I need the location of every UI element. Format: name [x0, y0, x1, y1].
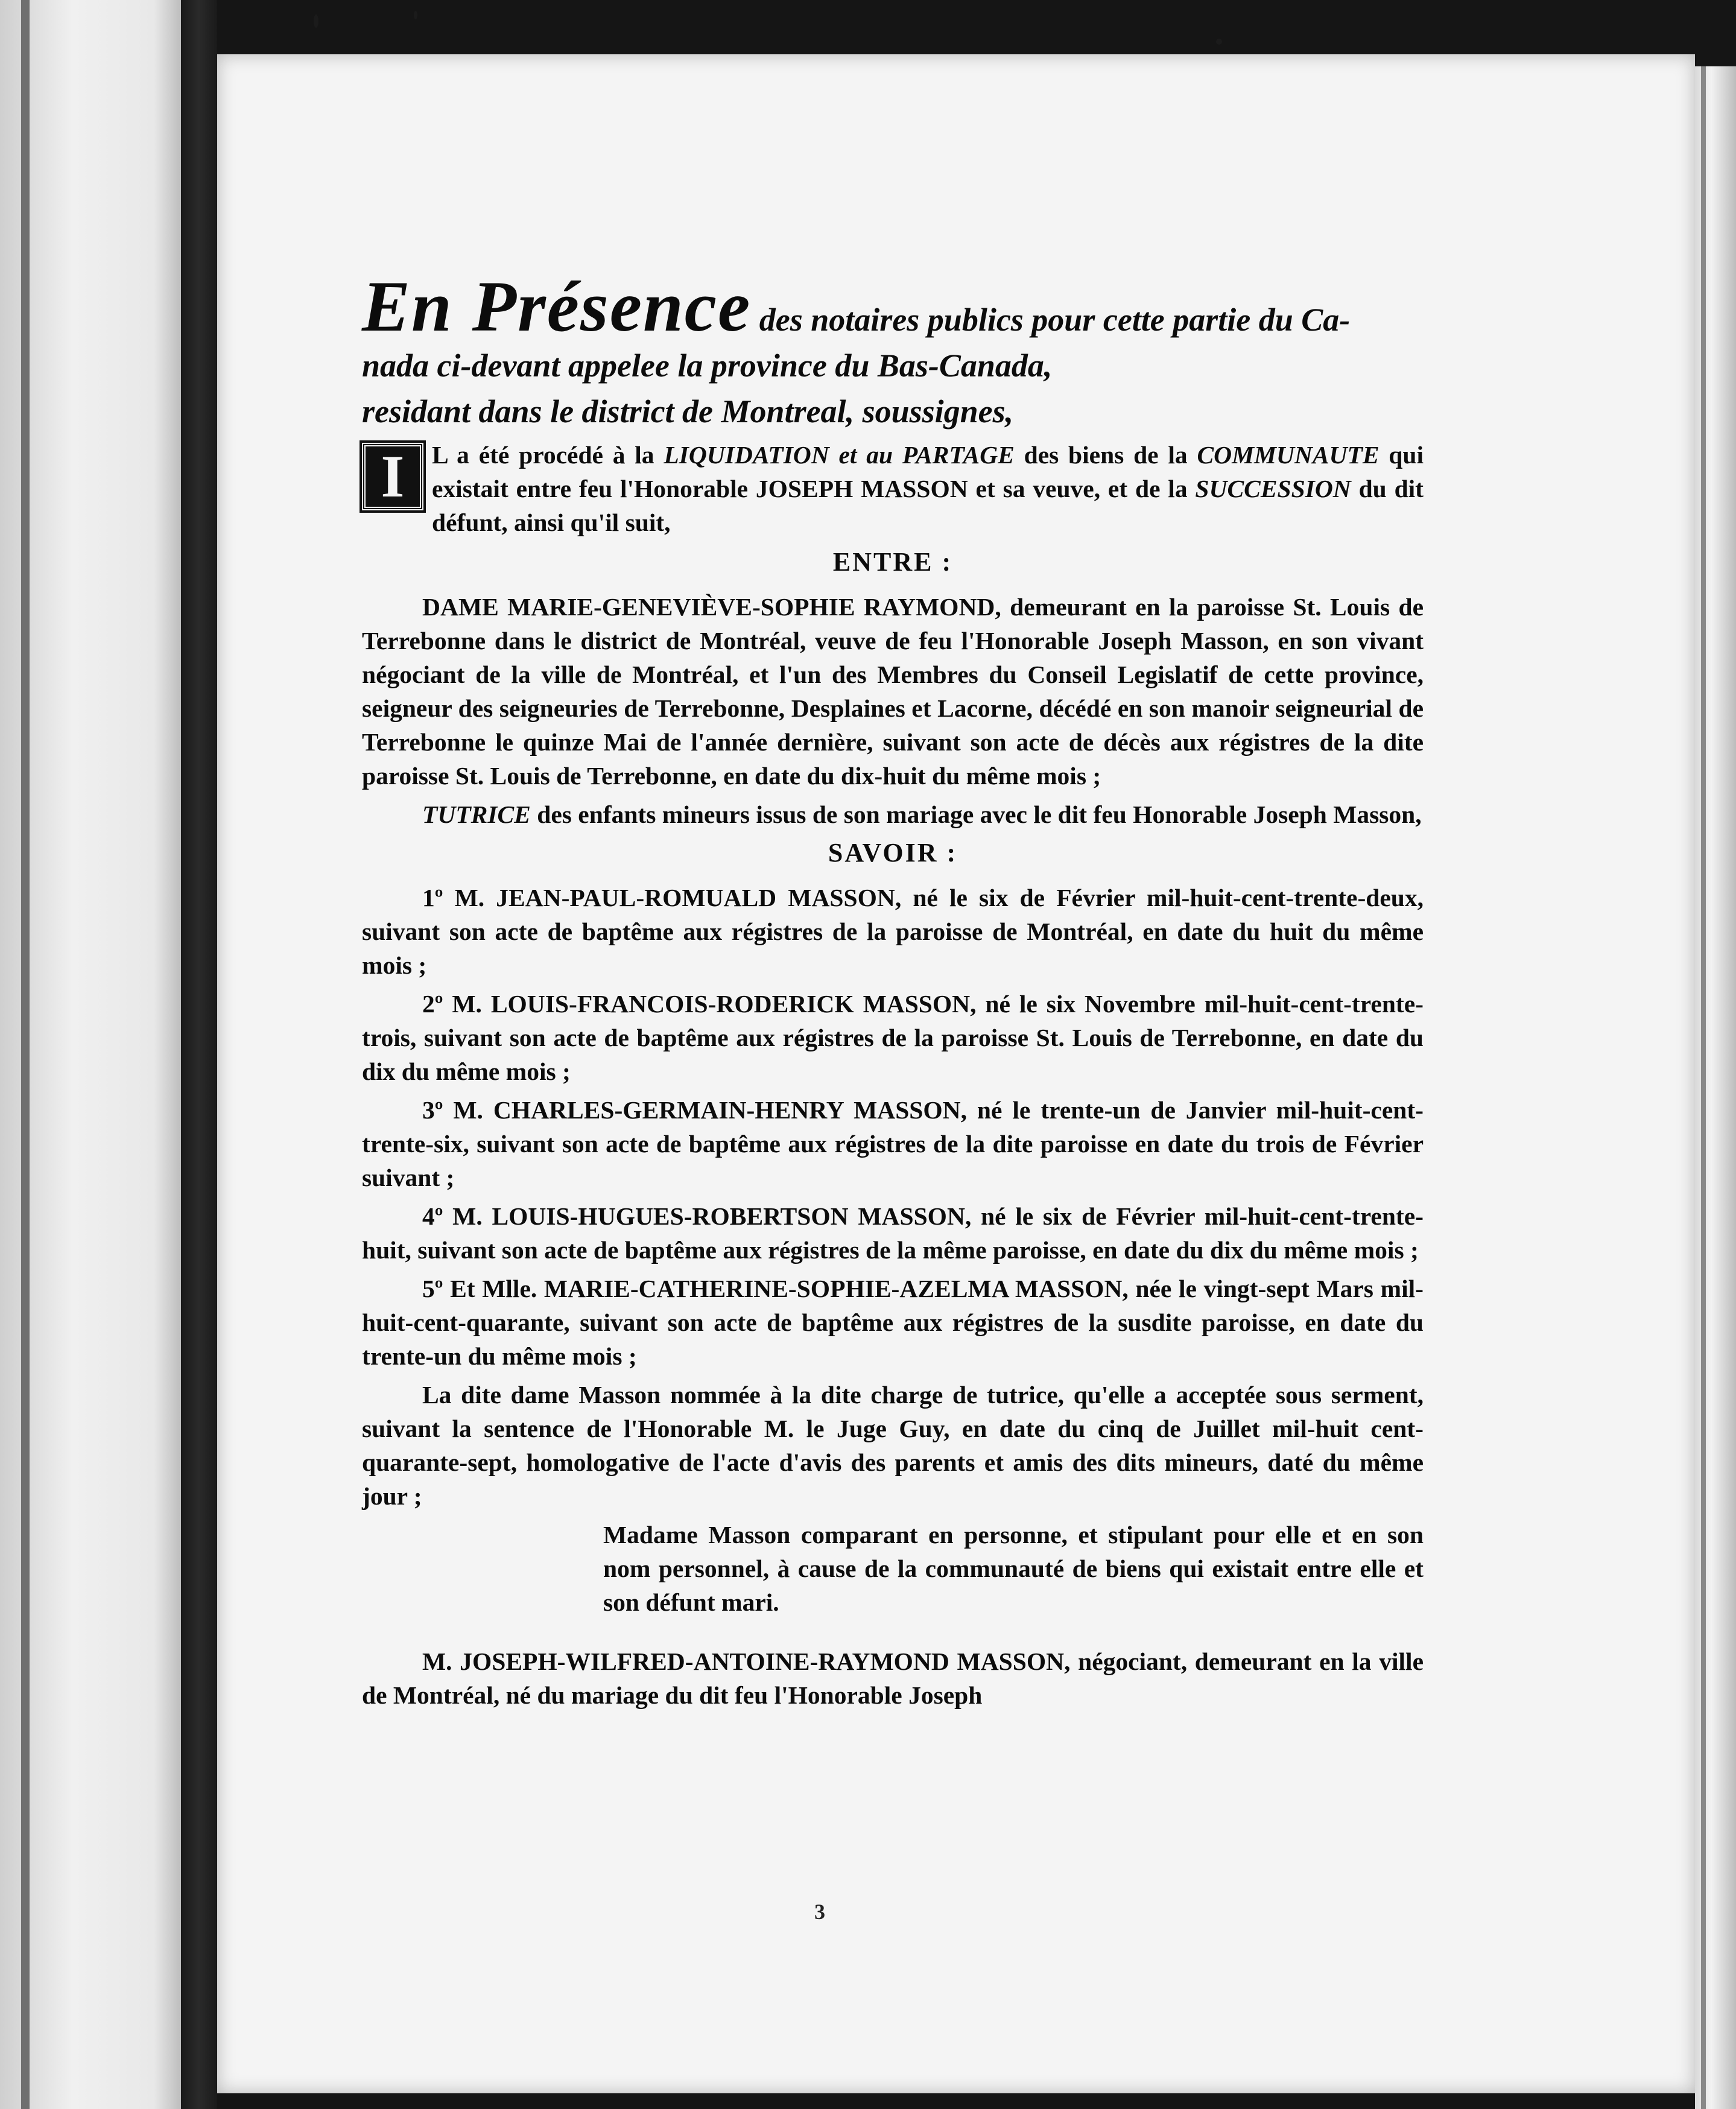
facing-page-rule — [21, 0, 30, 2109]
signature-mark: 3 — [814, 1900, 825, 1924]
intro-text-4: du dit défunt, ainsi qu'il suit, — [432, 475, 1424, 536]
heading-line-1: des notaires publics pour cette partie du Ca- — [759, 302, 1351, 338]
heading-line-3: residant dans le district de Montreal, soussignes, — [362, 393, 1014, 430]
heading-lead-words: En Présence — [362, 266, 752, 346]
child-1: 1º M. JEAN-PAUL-ROMUALD MASSON, né le six de Février mil-huit-cent-trente-deux, suivant son acte de baptême aux régistres de la paroisse de Montréal, en date du huit du même mois ; — [362, 884, 1424, 979]
child-5: 5º Et Mlle. MARIE-CATHERINE-SOPHIE-AZELMA MASSON, née le vingt-sept Mars mil-huit-cent-quarante, suivant son acte de baptême aux régistres de la susdite paroisse, en date du trente-un du même mois ; — [362, 1275, 1424, 1370]
tutrice-charge-paragraph: La dite dame Masson nommée à la dite charge de tutrice, qu'elle a acceptée sous serment, suivant la sentence de l'Honorable M. le Juge Guy, en date du cinq de Juillet mil-huit cent-quarante-sept, homologative de l'acte d'avis des parents et amis des dits mineurs, daté du même jour ; — [362, 1381, 1424, 1510]
intro-text-2: des biens de la — [1014, 441, 1197, 469]
intro-text-3: qui existait entre feu l'Honorable JOSEPH MASSON et sa veuve, et de la — [432, 441, 1424, 503]
tutrice-rest: des enfants mineurs issus de son mariage avec le dit feu Honorable Joseph Masson, — [530, 801, 1422, 828]
intro-liquidation: LIQUIDATION et au PARTAGE — [664, 441, 1015, 469]
child-3: 3º M. CHARLES-GERMAIN-HENRY MASSON, né le trente-un de Janvier mil-huit-cent-trente-six, suivant son acte de baptême aux régistres de la dite paroisse en date du trois de Février suivant ; — [362, 1096, 1424, 1191]
madame-paragraph: Madame Masson comparant en personne, et stipulant pour elle et en son nom personnel, à cause de la communauté de biens qui existait entre elle et son défunt mari. — [603, 1521, 1424, 1616]
tutrice-lead: TUTRICE — [422, 801, 531, 828]
child-4: 4º M. LOUIS-HUGUES-ROBERTSON MASSON, né le six de Février mil-huit-cent-trente-huit, suivant son acte de baptême aux régistres de la même paroisse, en date du dix du même mois ; — [362, 1202, 1424, 1264]
intro-communaute: COMMUNAUTE — [1197, 441, 1380, 469]
entre-heading: ENTRE : — [832, 547, 953, 577]
opening-heading — [362, 266, 1424, 434]
drop-cap: I — [362, 443, 423, 510]
child-2: 2º M. LOUIS-FRANCOIS-RODERICK MASSON, né le six Novembre mil-huit-cent-trente-trois, suivant son acte de baptême aux régistres de la paroisse St. Louis de Terrebonne, en date du dix du même mois ; — [362, 990, 1424, 1085]
intro-paragraph — [362, 438, 1424, 539]
dame-paragraph: DAME MARIE-GENEVIÈVE-SOPHIE RAYMOND, demeurant en la paroisse St. Louis de Terrebonne dans le district de Montréal, veuve de feu l'Honorable Joseph Masson, en son vivant négociant de la ville de Montréal, et l'un des Membres du Conseil Legislatif de cette province, seigneur des seigneuries de Terrebonne, Desplaines et Lacorne, décédé en son manoir seigneurial de Terrebonne le quinze Mai de l'année dernière, suivant son acte de décès aux régistres de la dite paroisse St. Louis de Terrebonne, en date du dix-huit du même mois ; — [362, 593, 1424, 790]
savoir-heading: SAVOIR : — [828, 838, 958, 867]
wilfred-paragraph: M. JOSEPH-WILFRED-ANTOINE-RAYMOND MASSON, négociant, demeurant en la ville de Montréal, né du mariage du dit feu l'Honorable Joseph — [362, 1648, 1424, 1709]
page-stack-edge — [1695, 66, 1736, 2109]
document-body — [362, 266, 1424, 1717]
intro-text-1: L a été procédé à la — [432, 441, 664, 469]
intro-succession: SUCCESSION — [1195, 475, 1351, 503]
book-gutter — [181, 0, 217, 2109]
tutrice-paragraph — [362, 798, 1424, 831]
heading-line-2: nada ci-devant appelee la province du Bas-Canada, — [362, 347, 1053, 384]
